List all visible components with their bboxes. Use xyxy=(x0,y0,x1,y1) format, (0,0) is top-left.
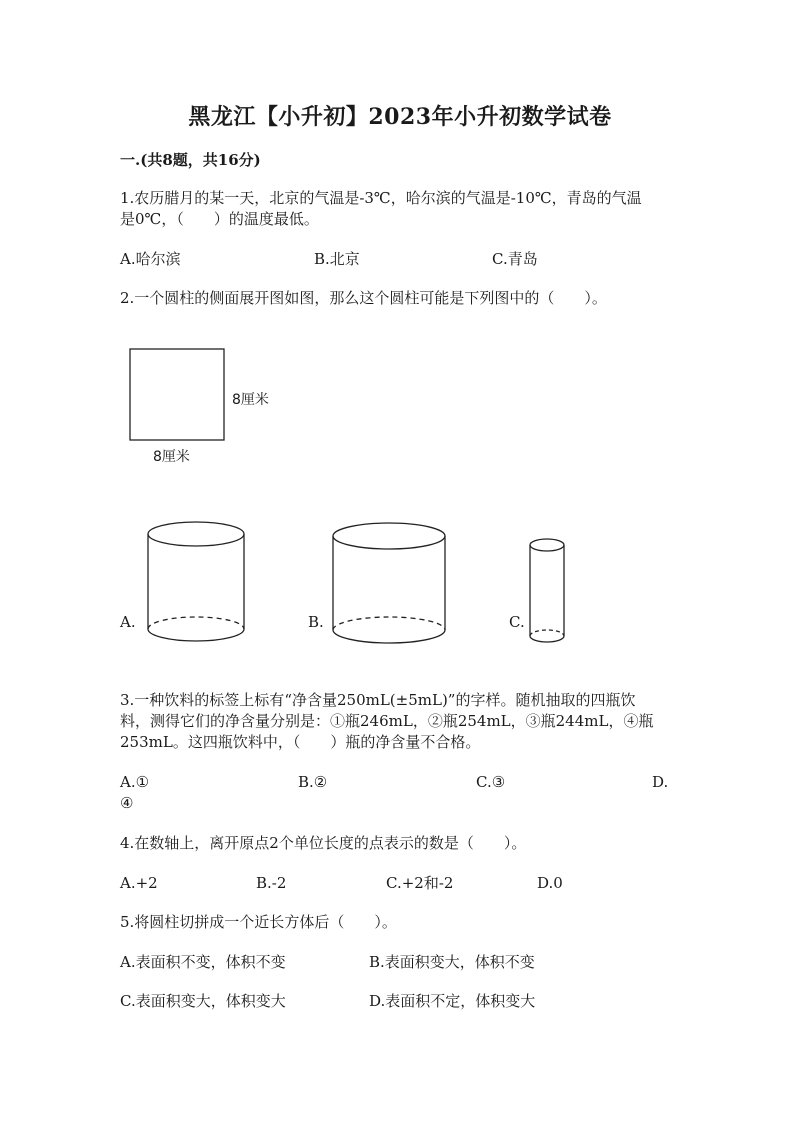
section-heading: 一.(共8题，共16分) xyxy=(120,151,261,169)
q3-option-d-wrap[interactable]: ④ xyxy=(120,794,134,812)
q4-option-b[interactable]: B.-2 xyxy=(256,874,287,892)
q3-option-b[interactable]: B.② xyxy=(298,773,328,791)
q1-option-b[interactable]: B.北京 xyxy=(314,250,360,268)
q1-option-a[interactable]: A.哈尔滨 xyxy=(120,250,181,268)
q4-text-line1: 4.在数轴上，离开原点2个单位长度的点表示的数是（ ）。 xyxy=(120,834,527,852)
q2-option-a-label[interactable]: A. xyxy=(120,613,136,631)
q1-text-line1: 1.农历腊月的某一天，北京的气温是-3℃，哈尔滨的气温是-10℃，青岛的气温 xyxy=(120,189,642,207)
q5-text-line1: 5.将圆柱切拼成一个近长方体后（ ）。 xyxy=(120,913,397,931)
q4-option-d[interactable]: D.0 xyxy=(537,874,563,892)
q5-option-b[interactable]: B.表面积变大，体积不变 xyxy=(369,953,535,971)
q3-text-line2: 料，测得它们的净含量分别是：①瓶246mL，②瓶254mL，③瓶244mL，④瓶 xyxy=(120,712,654,730)
q4-option-c[interactable]: C.+2和-2 xyxy=(386,874,454,892)
q2-option-c-label[interactable]: C. xyxy=(509,613,525,631)
q5-option-a[interactable]: A.表面积不变，体积不变 xyxy=(120,953,286,971)
cylinder-b xyxy=(333,523,445,643)
net-bottom-label: 8厘米 xyxy=(153,449,190,465)
q5-option-d[interactable]: D.表面积不定，体积变大 xyxy=(369,992,536,1010)
q4-option-a[interactable]: A.+2 xyxy=(120,874,158,892)
q3-text-line3: 253mL。这四瓶饮料中，（ ）瓶的净含量不合格。 xyxy=(120,733,481,751)
q3-text-line1: 3.一种饮料的标签上标有“净含量250mL(±5mL)”的字样。随机抽取的四瓶饮 xyxy=(120,691,636,709)
cylinder-c xyxy=(530,539,564,642)
q2-text-line1: 2.一个圆柱的侧面展开图如图，那么这个圆柱可能是下列图中的（ ）。 xyxy=(120,289,607,307)
page-title: 黑龙江【小升初】2023年小升初数学试卷 xyxy=(188,104,612,130)
q5-option-c[interactable]: C.表面积变大，体积变大 xyxy=(120,992,286,1010)
q1-option-c[interactable]: C.青岛 xyxy=(492,250,538,268)
q1-text-line2: 是0℃，（ ）的温度最低。 xyxy=(120,210,319,228)
q3-option-a[interactable]: A.① xyxy=(120,773,150,791)
net-square xyxy=(130,349,224,440)
cylinder-a xyxy=(148,522,244,641)
q3-option-c[interactable]: C.③ xyxy=(476,773,506,791)
q3-option-d[interactable]: D. xyxy=(652,773,669,791)
net-side-label: 8厘米 xyxy=(232,392,269,408)
q2-option-b-label[interactable]: B. xyxy=(308,613,324,631)
